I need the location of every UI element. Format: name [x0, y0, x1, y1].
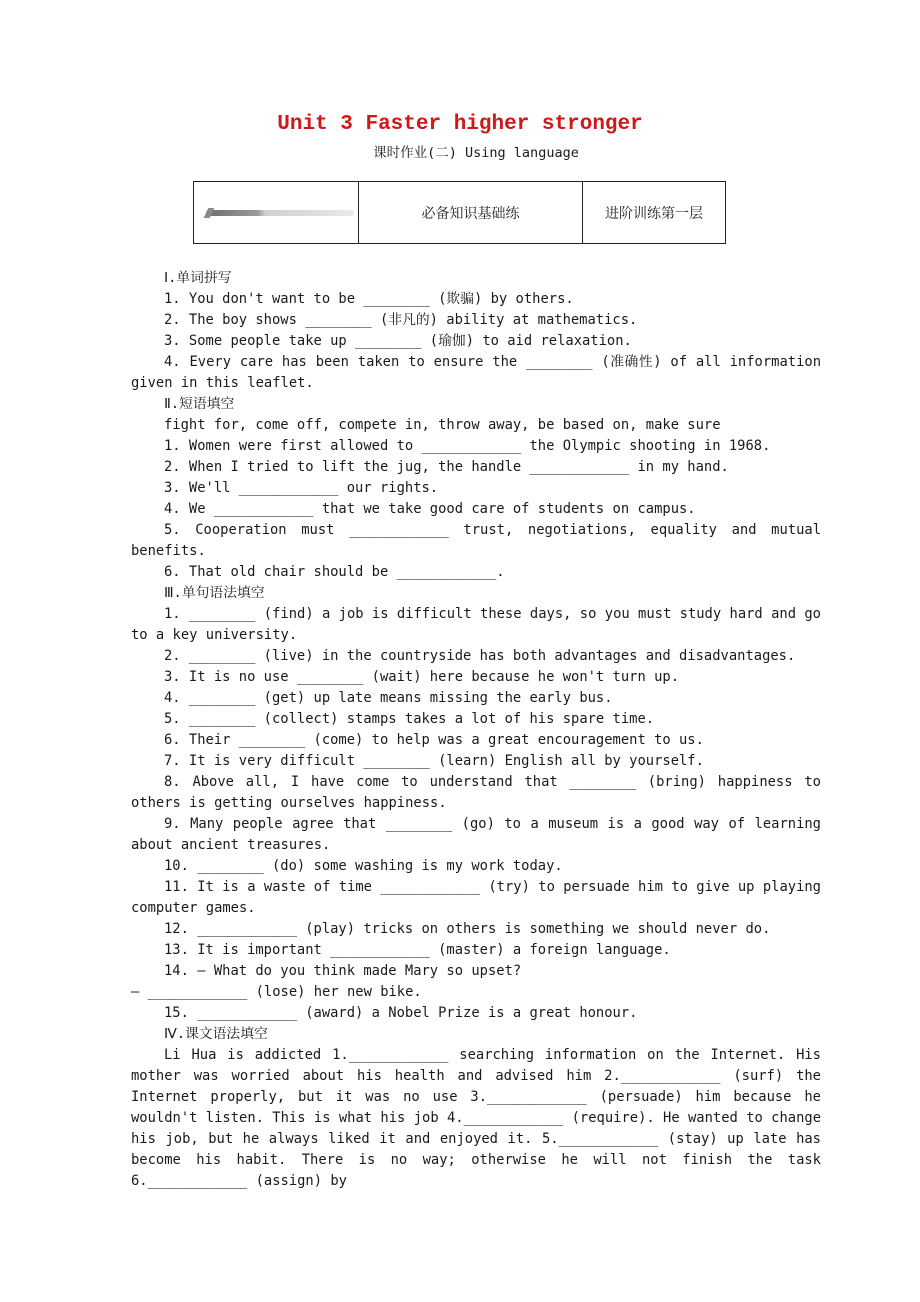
section-heading: Ⅲ.单句语法填空: [164, 585, 265, 601]
question-item: 12. ____________ (play) tricks on others is something we should never do.: [164, 921, 771, 937]
cloze-passage: Li Hua is addicted 1.____________ searching information on the Internet. His mother was worried about his health and advised him 2.____________ (surf) the Internet properly, but it was no use 3.____________ (persuade) him because he wouldn't listen. This is what his job 4.____________ (require). He wanted to change his job, but he always liked it and enjoyed it. 5.____________ (stay) up late has become his habit. There is no way; otherwise he will not finish the task 6.____________ (assign) by: [131, 1047, 821, 1189]
question-item: 8. Above all, I have come to understand that ________ (bring) happiness to others is getting ourselves happiness.: [131, 774, 821, 811]
question-item: 4. We ____________ that we take good care of students on campus.: [164, 501, 696, 517]
section-heading: Ⅳ.课文语法填空: [164, 1026, 268, 1042]
section-heading: Ⅱ.短语填空: [164, 396, 235, 412]
question-item: 5. Cooperation must ____________ trust, negotiations, equality and mutual benefits.: [131, 522, 821, 559]
question-item: 2. ________ (live) in the countryside has both advantages and disadvantages.: [164, 648, 796, 664]
question-item: 3. Some people take up ________ (瑜伽) to aid relaxation.: [164, 333, 632, 349]
section-heading: Ⅰ.单词拼写: [164, 270, 232, 286]
question-item: 9. Many people agree that ________ (go) to a museum is a good way of learning about ancient treasures.: [131, 816, 821, 853]
question-item: 6. Their ________ (come) to help was a great encouragement to us.: [164, 732, 704, 748]
question-item: 5. ________ (collect) stamps takes a lot of his spare time.: [164, 711, 655, 727]
dialogue-answer: — ____________ (lose) her new bike.: [131, 984, 422, 1000]
question-item: 2. The boy shows ________ (非凡的) ability at mathematics.: [164, 312, 638, 328]
page-title: Unit 3 Faster higher stronger: [277, 113, 643, 136]
question-item: 1. Women were first allowed to ____________ the Olympic shooting in 1968.: [164, 438, 771, 454]
question-item: 15. ____________ (award) a Nobel Prize is a great honour.: [164, 1005, 638, 1021]
question-item: 3. We'll ____________ our rights.: [164, 480, 439, 496]
question-item: 4. Every care has been taken to ensure the ________ (准确性) of all information given in this leaflet.: [131, 354, 821, 391]
question-item: 6. That old chair should be ____________.: [164, 564, 505, 580]
question-item: 4. ________ (get) up late means missing the early bus.: [164, 690, 613, 706]
worksheet-body: [131, 268, 821, 1192]
pen-logo-icon: [206, 210, 354, 216]
phrase-bank: fight for, come off, compete in, throw away, be based on, make sure: [164, 417, 721, 433]
question-item: 1. You don't want to be ________ (欺骗) by others.: [164, 291, 574, 307]
question-item: 1. ________ (find) a job is difficult these days, so you must study hard and go to a key university.: [131, 606, 821, 643]
question-item: 11. It is a waste of time ____________ (try) to persuade him to give up playing computer games.: [131, 879, 821, 916]
question-item: 2. When I tried to lift the jug, the handle ____________ in my hand.: [164, 459, 729, 475]
logo-cell: [194, 182, 359, 243]
level-table: [193, 181, 726, 244]
advanced-practice-cell: 进阶训练第一层: [605, 205, 703, 222]
question-item: 7. It is very difficult ________ (learn) English all by yourself.: [164, 753, 704, 769]
question-item: 10. ________ (do) some washing is my work today.: [164, 858, 563, 874]
basic-practice-cell: 必备知识基础练: [359, 182, 583, 243]
question-item: 3. It is no use ________ (wait) here because he won't turn up.: [164, 669, 679, 685]
lesson-subtitle: 课时作业(二) Using language: [373, 145, 579, 161]
question-item: 14. — What do you think made Mary so upset?: [164, 963, 522, 979]
question-item: 13. It is important ____________ (master) a foreign language.: [164, 942, 671, 958]
